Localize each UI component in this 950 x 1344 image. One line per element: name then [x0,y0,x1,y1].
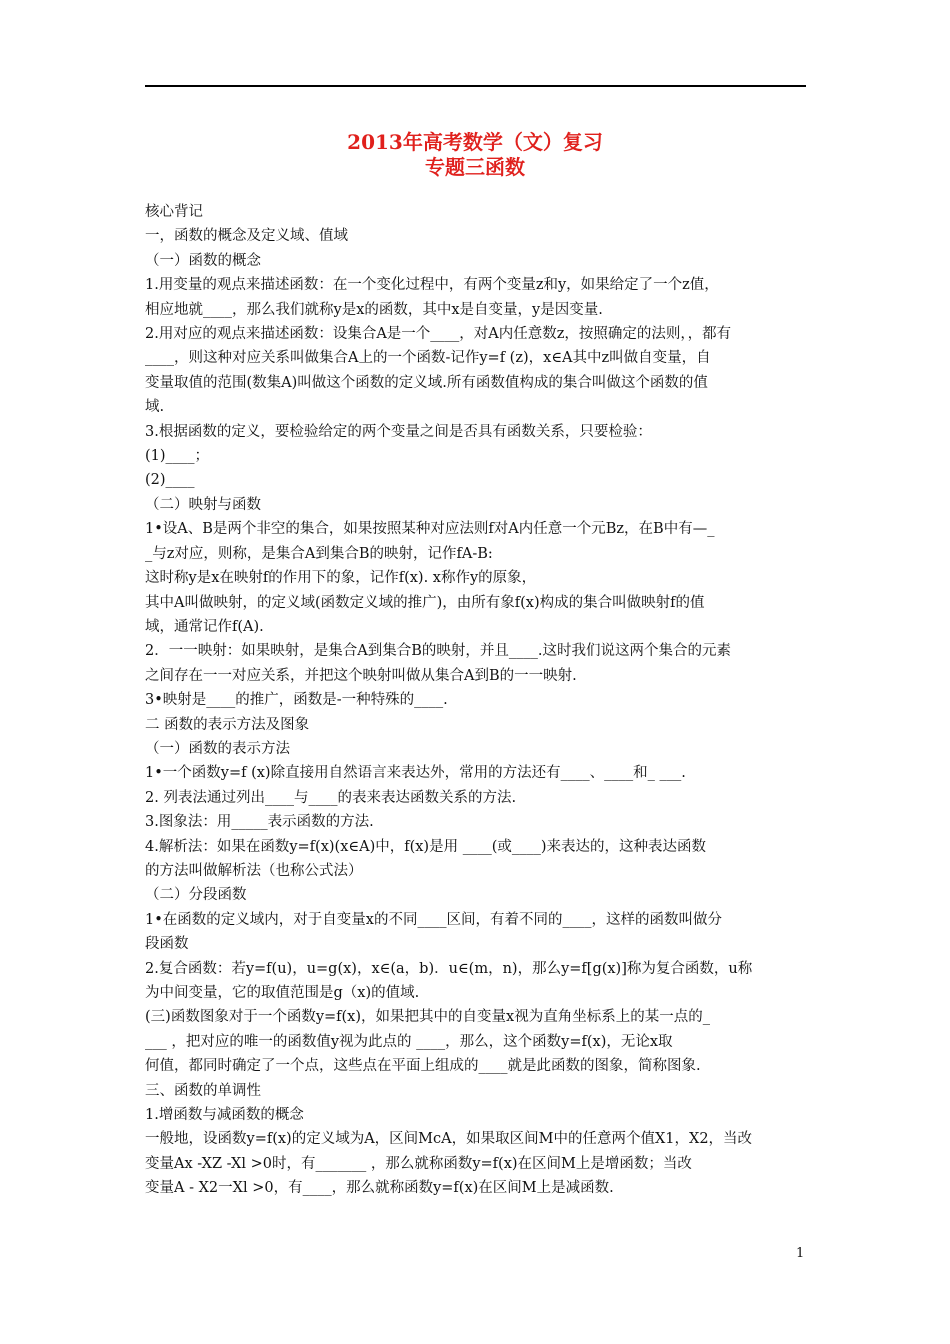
text-line: 一般地，设函数y=f(x)的定义域为A，区间McA，如果取区间M中的任意两个值X1，X2，当改 [145,1131,753,1148]
page-number: 1 [796,1246,805,1261]
text-line: 核心背记 [145,204,203,220]
text-line: (2)____ [145,472,195,489]
text-line: 1•设A、B是两个非空的集合，如果按照某种对应法则f对A内任意一个元Bz，在B中有—_ [145,521,715,538]
text-line: （一）函数的概念 [145,252,261,269]
text-line: 3•映射是____的推广，函数是-一种特殊的____. [145,692,448,709]
text-line: 1.增函数与减函数的概念 [145,1107,304,1124]
document-body [145,200,807,1201]
text-line: 2．一一映射：如果映射，是集合A到集合B的映射，并且____.这时我们说这两个集合的元素 [145,643,731,660]
page-title: 2013年高考数学（文）复习 [347,130,603,154]
text-line: (1)____； [145,448,210,465]
text-line: 这时称y是x在映射f的作用下的象，记作f(x). x称作y的原象， [145,570,537,587]
text-line: 2.用对应的观点来描述函数：设集合A是一个____，对A内任意数z，按照确定的法则，，都有 [145,326,732,343]
text-line: ___ ，把对应的唯一的函数值y视为此点的 ____，那么，这个函数y=f(x)，无论x取 [145,1033,673,1050]
text-line: （一）函数的表示方法 [145,740,290,757]
text-line: 二 函数的表示方法及图象 [145,716,310,733]
text-line: 3.根据函数的定义，要检验给定的两个变量之间是否具有函数关系，只要检验： [145,423,652,440]
text-line: 1•一个函数y=f (x)除直接用自然语言来表达外，常用的方法还有____、____和_ ___. [145,765,686,782]
text-line: 域. [145,399,165,416]
text-line: 段函数 [145,936,189,953]
text-line: 之间存在一一对应关系，并把这个映射叫做从集合A到B的一一映射. [145,667,577,684]
text-line: 变量A - X2一Xl >0，有____，那么就称函数y=f(x)在区间M上是减函数. [145,1180,614,1197]
text-line: 变量Ax -XZ -Xl >0时，有_______ ，那么就称函数y=f(x)在区间M上是增函数；当改 [145,1155,692,1172]
text-line: 三、函数的单调性 [145,1082,261,1099]
text-line: 其中A叫做映射，的定义域(函数定义域的推广)，由所有象f(x)构成的集合叫做映射f的值 [145,594,705,611]
text-line: （二）映射与函数 [145,496,261,513]
header-rule [145,85,806,87]
text-line: 1.用变量的观点来描述函数：在一个变化过程中，有两个变量z和y，如果给定了一个z值， [145,277,719,294]
text-line: 相应地就____，那么我们就称y是x的函数，其中x是自变量，y是因变量. [145,301,603,318]
text-line: 为中间变量，它的取值范围是g（x)的值域. [145,985,420,1001]
text-line: 1•在函数的定义域内，对于自变量x的不同____区间，有着不同的____，这样的函数叫做分 [145,911,722,928]
text-line: (三)函数图象对于一个函数y=f(x)，如果把其中的自变量x视为直角坐标系上的某一点的_ [145,1009,710,1026]
text-line: 2. 列表法通过列出____与____的表来表达函数关系的方法. [145,789,517,806]
text-line: 的方法叫做解析法（也称公式法） [145,862,363,879]
page-subtitle: 专题三函数 [425,155,525,179]
text-line: 变量取值的范围(数集A)叫做这个函数的定义域.所有函数值构成的集合叫做这个函数的值 [145,374,708,391]
text-line: ____，则这种对应关系叫做集合A上的一个函数-记作y=f (z)，x∈A其中z叫做自变量，自 [145,350,711,367]
text-line: 何值，都同时确定了一个点，这些点在平面上组成的____就是此函数的图象，简称图象. [145,1058,701,1075]
text-line: 4.解析法：如果在函数y=f(x)(x∈A)中，f(x)是用 ____(或____)来表达的，这种表达函数 [145,838,707,855]
text-line: _与z对应，则称，是集合A到集合B的映射，记作fA-B: [145,545,493,562]
text-line: 2.复合函数：若y=f(u)，u=g(x)，x∈(a，b)．u∈(m，n)，那么y=f[g(x)]称为复合函数，u称 [145,960,753,977]
text-line: 域，通常记作f(A). [145,618,264,635]
text-line: （二）分段函数 [145,887,247,904]
text-line: 一，函数的概念及定义域、值域 [145,228,348,245]
text-line: 3.图象法：用_____表示函数的方法. [145,814,374,831]
